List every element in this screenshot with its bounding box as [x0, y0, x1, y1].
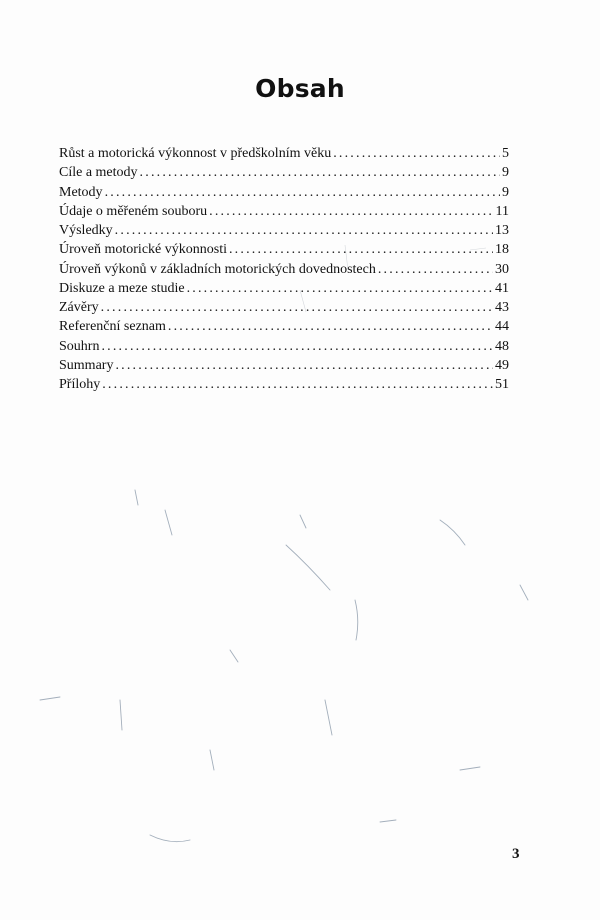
toc-entry-title: Údaje o měřeném souboru [59, 203, 208, 219]
toc-entry[interactable] [59, 144, 509, 163]
toc-entry-page: 18 [495, 242, 509, 258]
toc-entry-page: 9 [502, 165, 509, 181]
toc-entry-page: 48 [495, 338, 509, 354]
toc-entry[interactable] [59, 298, 509, 317]
toc-entry-title: Úroveň výkonů v základních motorických dovednostech [59, 261, 376, 277]
toc-entry-page: 30 [495, 261, 509, 277]
toc-entry[interactable] [59, 317, 509, 336]
toc-dot-leader [378, 260, 493, 279]
toc-entry-title: Přílohy [59, 377, 101, 392]
toc-entry-page: 43 [495, 300, 509, 315]
toc-dot-leader [105, 183, 500, 202]
toc-entry[interactable] [59, 260, 509, 279]
toc-dot-leader [115, 356, 493, 375]
toc-entry-title: Metody [59, 184, 103, 200]
toc-entry-title: Souhrn [59, 338, 100, 354]
toc-entry[interactable] [59, 163, 509, 182]
toc-entry[interactable] [59, 375, 509, 394]
toc-entry-title: Summary [59, 357, 114, 373]
toc-entry[interactable] [59, 221, 509, 240]
toc-entry-title: Růst a motorická výkonnost v předškolním věku [59, 146, 332, 161]
table-of-contents [59, 144, 509, 394]
toc-entry-page: 41 [495, 280, 509, 296]
toc-entry[interactable] [59, 183, 509, 202]
page-number: 3 [512, 846, 520, 862]
toc-entry[interactable] [59, 202, 509, 221]
toc-entry-page: 9 [502, 184, 509, 200]
toc-entry-page: 49 [495, 357, 509, 373]
toc-entry-page: 5 [502, 146, 509, 161]
toc-dot-leader [229, 240, 493, 259]
page-title: Obsah [255, 74, 345, 103]
toc-dot-leader [187, 279, 493, 298]
toc-dot-leader [102, 375, 493, 394]
toc-entry-title: Výsledky [59, 223, 113, 238]
toc-dot-leader [115, 221, 493, 240]
toc-dot-leader [140, 163, 500, 182]
toc-entry[interactable] [59, 337, 509, 356]
toc-dot-leader [101, 298, 493, 317]
toc-entry-title: Cíle a metody [59, 165, 138, 181]
toc-entry-title: Diskuze a meze studie [59, 280, 185, 296]
toc-entry-title: Referenční seznam [59, 319, 166, 335]
toc-dot-leader [101, 337, 493, 356]
toc-entry-page: 51 [495, 377, 509, 392]
toc-entry[interactable] [59, 240, 509, 259]
toc-entry-page: 13 [495, 223, 509, 238]
toc-dot-leader [333, 144, 500, 163]
toc-entry[interactable] [59, 356, 509, 375]
toc-dot-leader [168, 317, 493, 336]
toc-entry-title: Úroveň motorické výkonnosti [59, 242, 227, 258]
toc-dot-leader [209, 202, 493, 221]
toc-entry-title: Závěry [59, 300, 99, 315]
toc-entry[interactable] [59, 279, 509, 298]
toc-entry-page: 44 [495, 319, 509, 335]
toc-entry-page: 11 [495, 203, 509, 219]
